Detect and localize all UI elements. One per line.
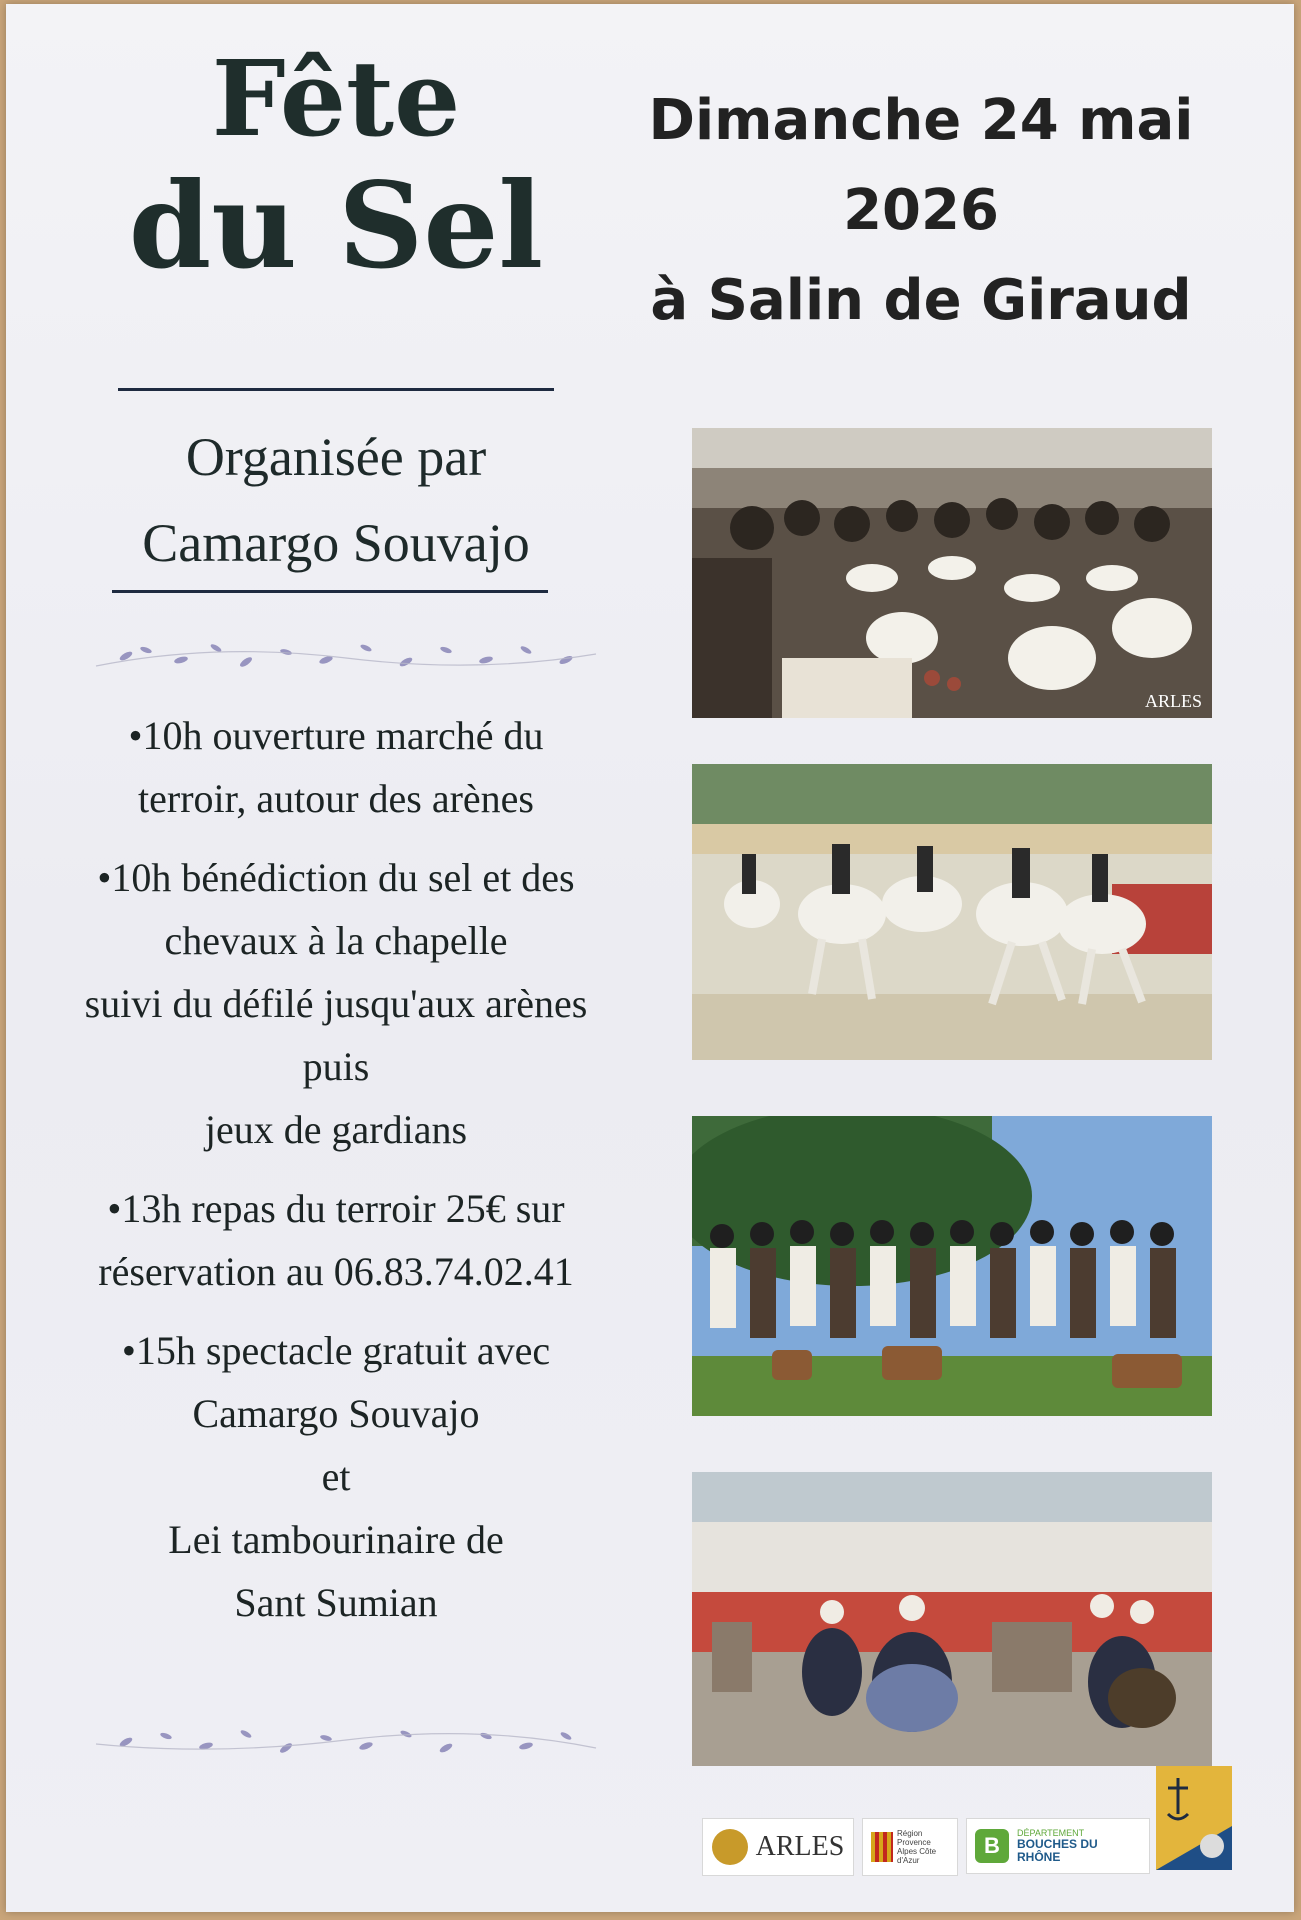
schedule-line: et [321,1454,351,1499]
logo-department [966,1818,1150,1874]
title-line-2: du Sel [128,156,544,295]
lion-icon [712,1829,748,1865]
organizer-line-1: Organisée par [185,427,487,487]
schedule-line: Lei tambourinaire de [168,1517,504,1562]
photo-camargue-horses [692,764,1212,1060]
region-flag-icon [871,1832,893,1862]
event-schedule [26,704,646,1650]
schedule-line: •10h bénédiction du sel et des [97,855,575,900]
schedule-line: terroir, autour des arènes [138,776,534,821]
schedule-line: réservation au 06.83.74.02.41 [98,1249,574,1294]
schedule-item-blessing [26,846,646,1161]
schedule-line: jeux de gardians [204,1107,468,1152]
logo-region-text: Région Provence Alpes Côte d'Azur [897,1829,937,1865]
schedule-line: •15h spectacle gratuit avec [121,1328,551,1373]
photo-traditional-costume-group [692,1116,1212,1416]
photo-dancers-arena [692,1472,1212,1766]
schedule-line: •10h ouverture marché du [128,713,544,758]
date-line-1: Dimanche 24 mai [648,88,1194,153]
divider-top [118,388,554,391]
date-line-2: 2026 [843,178,999,243]
logo-arles-text: ARLES [755,1831,845,1862]
photo-salt-blessing-gathering [692,428,1212,718]
logo-region [862,1818,958,1876]
schedule-item-market [26,704,646,830]
event-date-location [616,76,1226,346]
organizer-line-2: Camargo Souvajo [142,513,530,573]
poster [6,4,1294,1912]
schedule-line: puis [302,1044,370,1089]
photo-watermark: ARLES [1144,691,1202,711]
divider-bottom [112,590,548,593]
lavender-sprig-ornament-bottom [86,1722,606,1762]
schedule-line: chevaux à la chapelle [164,918,508,963]
logo-arles [702,1818,854,1876]
schedule-item-meal [26,1177,646,1303]
schedule-line: suivi du défilé jusqu'aux arènes [84,981,588,1026]
organizer-block [96,414,576,586]
schedule-item-show [26,1319,646,1634]
event-title [126,37,546,295]
logo-department-name: BOUCHES DU RHÔNE [1017,1837,1098,1864]
lavender-sprig-ornament-top [86,636,606,676]
schedule-line: Sant Sumian [234,1580,438,1625]
schedule-line: Camargo Souvajo [192,1391,480,1436]
date-line-3: à Salin de Giraud [650,268,1192,333]
title-line-1: Fête [211,37,461,160]
department-b-icon: B [975,1829,1009,1863]
schedule-line: •13h repas du terroir 25€ sur [107,1186,565,1231]
logo-department-label: DÉPARTEMENT [1017,1828,1085,1838]
camargue-cross-crest-icon [1156,1766,1232,1870]
